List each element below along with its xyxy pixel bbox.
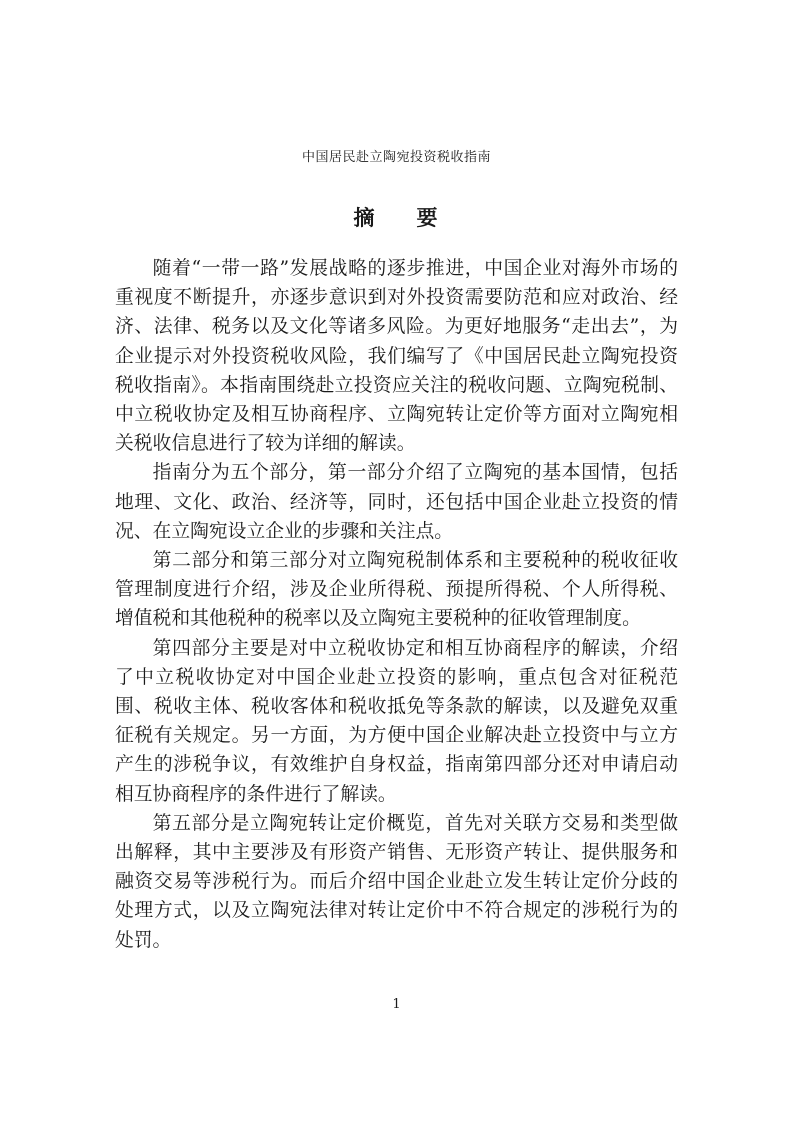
page-number: 1 — [392, 997, 401, 1012]
abstract-paragraph-2: 指南分为五个部分，第一部分介绍了立陶宛的基本国情，包括地理、文化、政治、经济等，同时，还包括中国企业赴立投资的情况、在立陶宛设立企业的步骤和关注点。 — [115, 462, 678, 542]
abstract-title-left: 摘 — [353, 206, 377, 230]
running-header: 中国居民赴立陶宛投资税收指南 — [301, 150, 491, 165]
abstract-paragraph-3: 第二部分和第三部分对立陶宛税制体系和主要税种的税收征收管理制度进行介绍，涉及企业所得税、预提所得税、个人所得税、增值税和其他税种的税率以及立陶宛主要税种的征收管理制度。 — [115, 550, 678, 630]
abstract-title — [0, 202, 793, 232]
abstract-title-right: 要 — [416, 206, 440, 230]
abstract-body — [115, 254, 678, 955]
abstract-paragraph-4: 第四部分主要是对中立税收协定和相互协商程序的解读，介绍了中立税收协定对中国企业赴立投资的影响，重点包含对征税范围、税收主体、税收客体和税收抵免等条款的解读，以及避免双重征税有关规定。另一方面，为方便中国企业解决赴立投资中与立方产生的涉税争议，有效维护自身权益，指南第四部分还对申请启动相互协商程序的条件进行了解读。 — [115, 637, 678, 805]
abstract-paragraph-1: 随着“一带一路”发展战略的逐步推进，中国企业对海外市场的重视度不断提升，亦逐步意识到对外投资需要防范和应对政治、经济、法律、税务以及文化等诸多风险。为更好地服务“走出去”，为企业提示对外投资税收风险，我们编写了《中国居民赴立陶宛投资税收指南》。本指南围绕赴立投资应关注的税收问题、立陶宛税制、中立税收协定及相互协商程序、立陶宛转让定价等方面对立陶宛相关税收信息进行了较为详细的解读。 — [115, 258, 678, 455]
abstract-paragraph-5: 第五部分是立陶宛转让定价概览，首先对关联方交易和类型做出解释，其中主要涉及有形资产销售、无形资产转让、提供服务和融资交易等涉税行为。而后介绍中国企业赴立发生转让定价分歧的处理方式，以及立陶宛法律对转让定价中不符合规定的涉税行为的处罚。 — [115, 812, 678, 951]
